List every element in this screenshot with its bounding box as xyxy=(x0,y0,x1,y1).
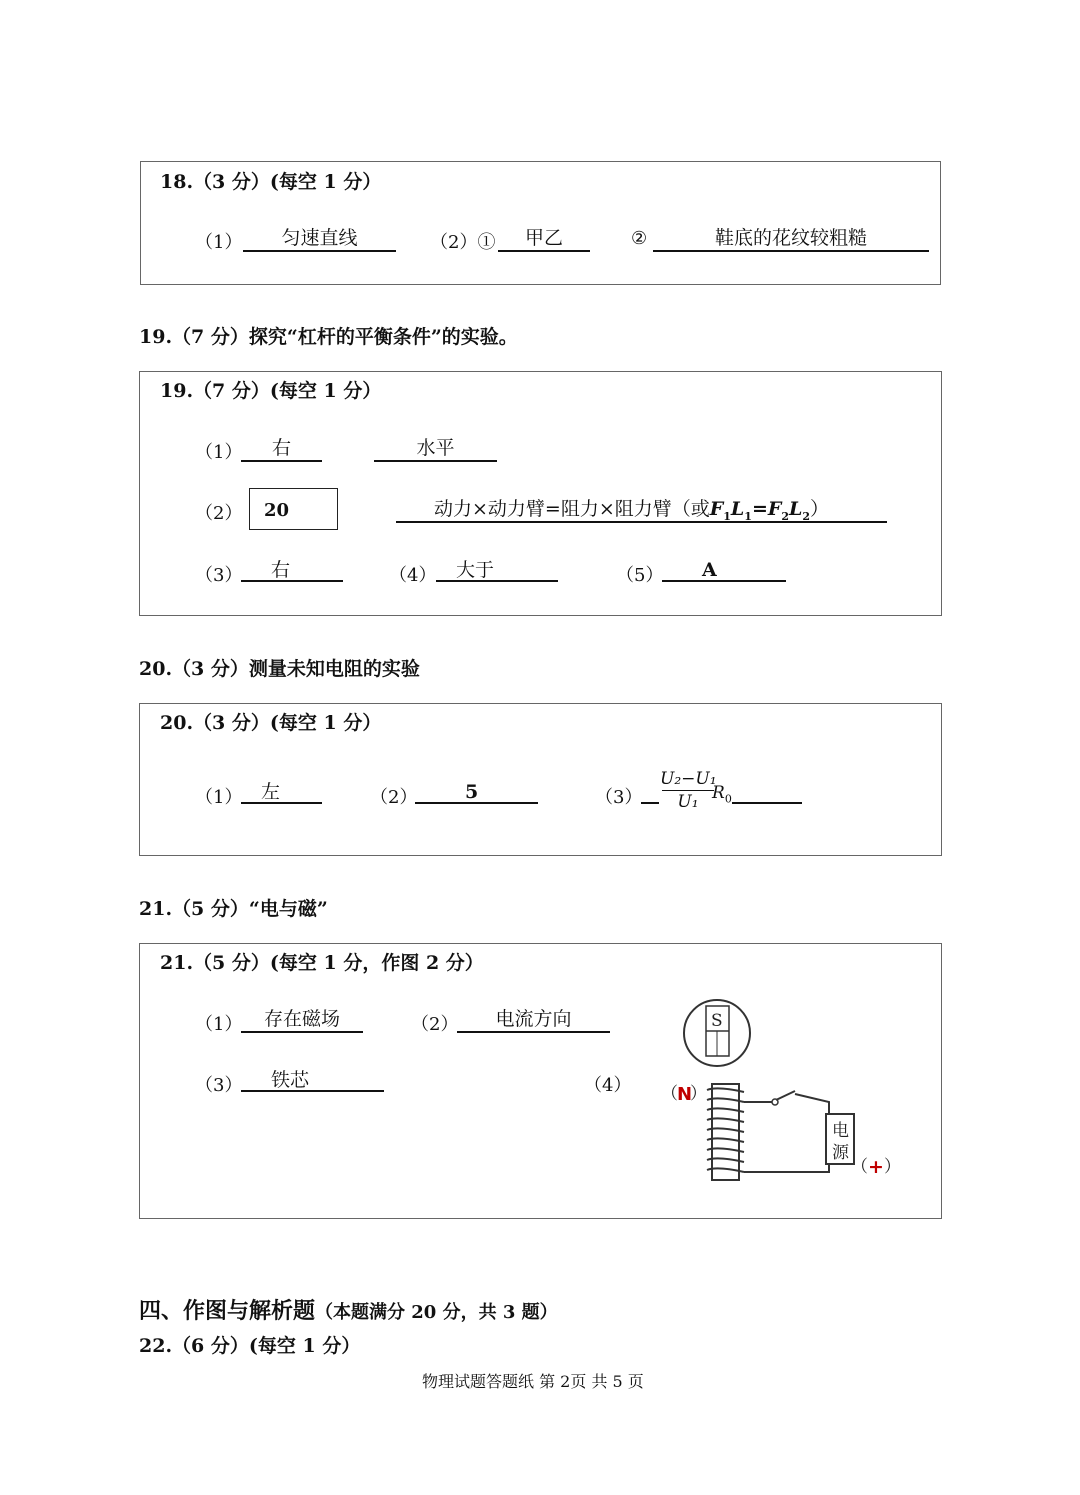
coil-paren-open: （ xyxy=(661,1084,678,1104)
q21-label-2: （2） xyxy=(411,1014,459,1035)
compass-pole-label: S xyxy=(711,1011,723,1031)
q19-answer-3[interactable]: 右 xyxy=(241,558,343,582)
q19-drawing-box[interactable] xyxy=(249,488,338,530)
q20-label-2: （2） xyxy=(370,787,418,808)
q20-label-3: （3） xyxy=(595,787,643,808)
q19-label-2: （2） xyxy=(195,503,243,524)
coil-paren-close: ） xyxy=(690,1084,707,1104)
q19-answer-1[interactable]: 右 xyxy=(241,436,322,462)
q19-answer-4[interactable]: 大于 xyxy=(436,558,558,582)
q19-box-value: 20 xyxy=(264,500,290,521)
q19-label-5: （5） xyxy=(616,565,664,586)
q20-header: 20.（3 分）(每空 1 分） xyxy=(160,712,382,734)
q18-label-1: （1） xyxy=(195,232,243,253)
q19-answer-5[interactable]: A xyxy=(662,558,786,582)
q18-label-3: ② xyxy=(631,228,648,249)
q21-answer-3[interactable]: 铁芯 xyxy=(241,1068,384,1092)
q20-answer-1[interactable]: 左 xyxy=(241,780,322,804)
q19-answer-2-text: 动力×动力臂=阻力×阻力臂（或 xyxy=(434,498,710,520)
q19-answer-2[interactable]: 动力×动力臂=阻力×阻力臂（或$F_1L_1=F_2L_2$） xyxy=(396,497,887,523)
q19-label-3: （3） xyxy=(195,565,243,586)
circuit-wires xyxy=(744,1094,829,1172)
q21-title: 21.（5 分）“电与磁” xyxy=(139,898,328,920)
q19-title: 19.（7 分）探究“杠杆的平衡条件”的实验。 xyxy=(139,326,518,348)
q18-label-2: （2）① xyxy=(430,232,496,253)
q20-answer-3-underline-right xyxy=(732,802,802,804)
section-4-note: （本题满分 20 分，共 3 题） xyxy=(315,1302,558,1323)
q19-formula: $F_1L_1=F_2L_2$ xyxy=(709,498,811,523)
q20-title: 20.（3 分）测量未知电阻的实验 xyxy=(139,658,420,680)
q20-fraction-denominator: U₁ xyxy=(677,792,699,812)
plus-sign: + xyxy=(868,1156,884,1178)
q20-answer-2[interactable]: 5 xyxy=(415,780,538,804)
q20-r0: $R_0$ xyxy=(712,783,732,806)
q18-header: 18.（3 分）(每空 1 分） xyxy=(160,171,382,193)
q19-label-4: （4） xyxy=(389,565,437,586)
q18-answer-1[interactable]: 匀速直线 xyxy=(243,226,396,252)
q20-answer-3-underline-left xyxy=(641,802,659,804)
plus-paren-close: ） xyxy=(884,1157,901,1177)
q20-fraction-numerator: U₂−U₁ xyxy=(660,769,717,789)
q21-electromagnet-diagram[interactable] xyxy=(655,996,915,1188)
q21-label-3: （3） xyxy=(195,1075,243,1096)
page-footer: 物理试题答题纸 第 2页 共 5 页 xyxy=(422,1372,644,1391)
power-label-bottom: 源 xyxy=(832,1143,849,1163)
q18-answer-3[interactable]: 鞋底的花纹较粗糙 xyxy=(653,226,929,252)
section-4-title: 四、作图与解析题（本题满分 20 分，共 3 题） xyxy=(139,1298,558,1324)
q20-fraction[interactable] xyxy=(660,768,716,813)
q19-header: 19.（7 分）(每空 1 分） xyxy=(160,380,382,402)
q22-header: 22.（6 分）(每空 1 分） xyxy=(139,1335,361,1357)
plus-paren-open: （ xyxy=(851,1157,868,1177)
q21-answer-1[interactable]: 存在磁场 xyxy=(241,1007,363,1033)
q21-header: 21.（5 分）(每空 1 分，作图 2 分） xyxy=(160,952,484,974)
q21-label-1: （1） xyxy=(195,1014,243,1035)
q20-label-1: （1） xyxy=(195,787,243,808)
switch-blade xyxy=(776,1091,795,1100)
q19-label-1: （1） xyxy=(195,442,243,463)
coil-pole-label: N xyxy=(677,1084,693,1105)
q21-answer-2[interactable]: 电流方向 xyxy=(457,1007,610,1033)
q19-answer-1b[interactable]: 水平 xyxy=(374,436,497,462)
q21-label-4: （4） xyxy=(584,1075,632,1096)
q18-answer-2[interactable]: 甲乙 xyxy=(498,226,590,252)
power-label-top: 电 xyxy=(832,1121,849,1141)
